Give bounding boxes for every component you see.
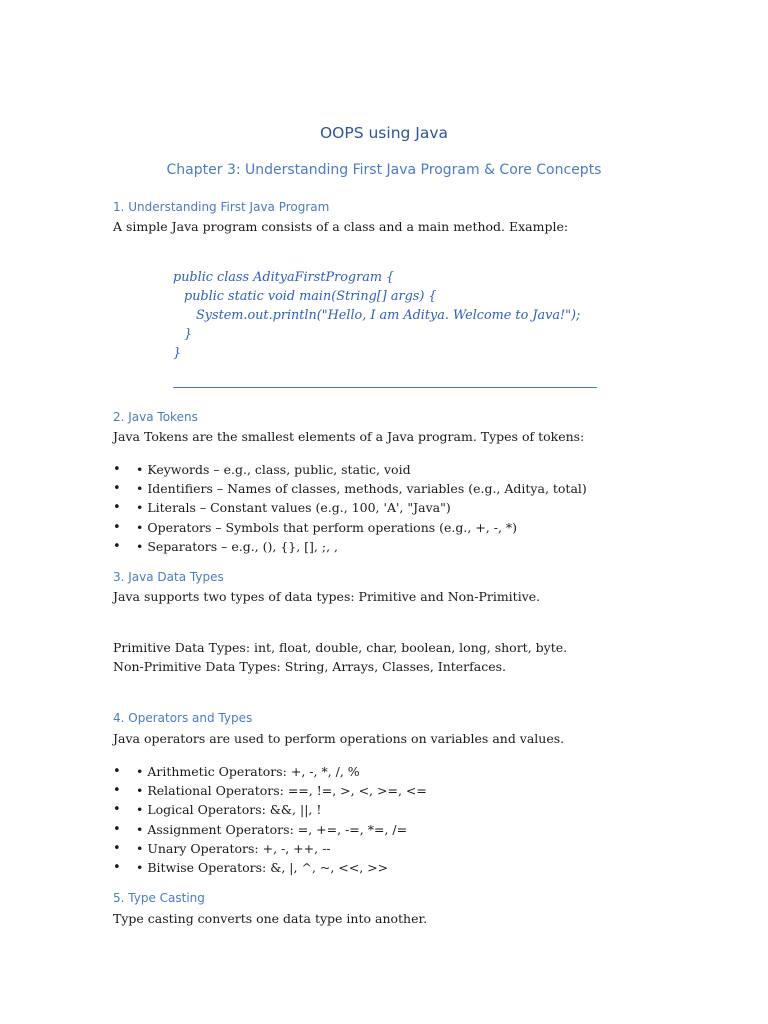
list-item (113, 762, 427, 781)
code-line: public static void main(String[] args) { (184, 289, 437, 304)
bullet-icon: • (113, 859, 121, 875)
non-primitive-types-line: Non-Primitive Data Types: String, Arrays, Classes, Interfaces. (113, 659, 507, 674)
list-item-text: • Literals – Constant values (e.g., 100, 'A', "Java") (136, 500, 451, 516)
bullet-icon: • (113, 538, 121, 554)
primitive-types-line: Primitive Data Types: int, float, double, char, boolean, long, short, byte. (113, 640, 568, 655)
section-4-intro: Java operators are used to perform operations on variables and values. (113, 731, 565, 746)
bullet-icon: • (113, 764, 121, 779)
list-item (113, 858, 427, 877)
section-3-heading: 3. Java Data Types (113, 570, 224, 584)
section-5-intro: Type casting converts one data type into another. (113, 911, 428, 926)
code-line: public class AdityaFirstProgram { (173, 270, 395, 285)
bullet-icon: • (113, 462, 121, 477)
operators-list (113, 762, 427, 877)
list-item-text: • Unary Operators: +, -, ++, -- (136, 840, 331, 856)
list-item-text: • Keywords – e.g., class, public, static, void (136, 462, 411, 477)
list-item (113, 518, 587, 537)
section-3-intro: Java supports two types of data types: Primitive and Non-Primitive. (113, 589, 541, 604)
chapter-heading: Chapter 3: Understanding First Java Program & Core Concepts (166, 162, 602, 178)
list-item-text: • Bitwise Operators: &, |, ^, ~, <<, >> (136, 859, 389, 875)
bullet-icon: • (113, 519, 121, 535)
document-title: OOPS using Java (319, 124, 449, 142)
list-item (113, 498, 587, 517)
list-item (113, 800, 427, 819)
section-2-intro: Java Tokens are the smallest elements of a Java program. Types of tokens: (113, 429, 585, 444)
code-line: System.out.println("Hello, I am Aditya. Welcome to Java!"); (196, 308, 581, 323)
code-line: } (173, 346, 182, 361)
tokens-list (113, 460, 587, 556)
bullet-icon: • (113, 821, 121, 837)
section-4-heading: 4. Operators and Types (113, 711, 253, 725)
list-item-text: • Assignment Operators: =, +=, -=, *=, /= (136, 821, 408, 837)
section-1-heading: 1. Understanding First Java Program (113, 200, 330, 214)
bullet-icon: • (113, 783, 121, 799)
section-2-heading: 2. Java Tokens (113, 410, 198, 424)
list-item (113, 537, 587, 556)
list-item (113, 460, 587, 479)
horizontal-divider (173, 387, 597, 388)
list-item (113, 820, 427, 839)
bullet-icon: • (113, 840, 121, 856)
section-1-intro: A simple Java program consists of a class and a main method. Example: (113, 219, 569, 234)
list-item-text: • Arithmetic Operators: +, -, *, /, % (136, 764, 360, 779)
bullet-icon: • (113, 500, 121, 516)
list-item (113, 781, 427, 800)
bullet-icon: • (113, 802, 121, 818)
list-item (113, 479, 587, 498)
list-item-text: • Logical Operators: &&, ||, ! (136, 802, 322, 818)
list-item-text: • Relational Operators: ==, !=, >, <, >=, <= (136, 783, 427, 799)
list-item (113, 839, 427, 858)
list-item-text: • Operators – Symbols that perform operations (e.g., +, -, *) (136, 519, 518, 535)
section-5-heading: 5. Type Casting (113, 891, 205, 905)
list-item-text: • Separators – e.g., (), {}, [], ;, , (136, 538, 339, 554)
list-item-text: • Identifiers – Names of classes, methods, variables (e.g., Aditya, total) (136, 481, 587, 497)
bullet-icon: • (113, 481, 121, 497)
code-line: } (184, 327, 193, 342)
